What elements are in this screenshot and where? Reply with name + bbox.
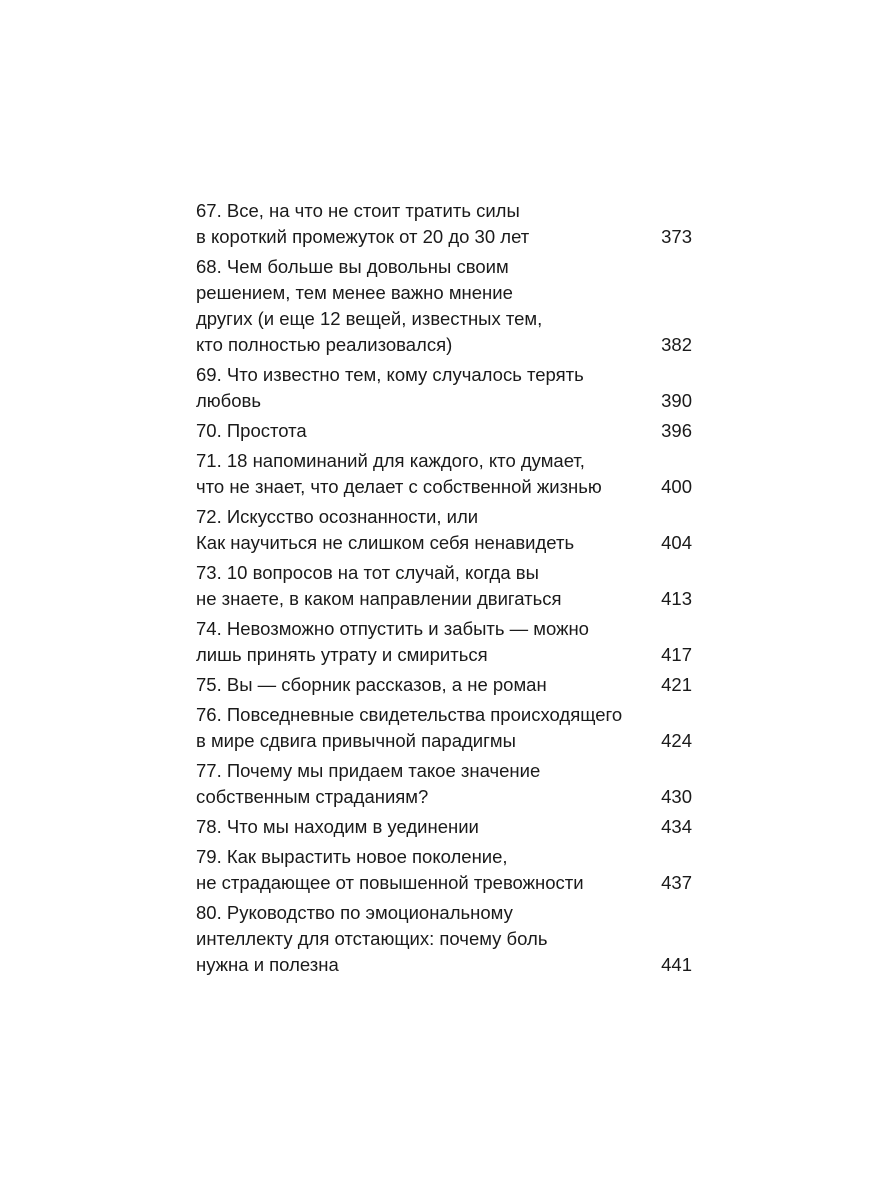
toc-entry-title-line: 73. 10 вопросов на тот случай, когда вы bbox=[196, 562, 539, 583]
toc-entry-title-line: 68. Чем больше вы довольны своим bbox=[196, 256, 509, 277]
toc-entry bbox=[196, 814, 692, 840]
toc-page-number: 417 bbox=[661, 644, 692, 665]
toc-page-number: 400 bbox=[661, 476, 692, 497]
toc-page-number: 404 bbox=[661, 532, 692, 553]
toc-entry-title-line: 70. Простота bbox=[196, 420, 307, 441]
toc-page-number: 390 bbox=[661, 390, 692, 411]
toc-entry bbox=[196, 254, 692, 358]
table-of-contents bbox=[196, 198, 692, 982]
toc-entry-title-line: 67. Все, на что не стоит тратить силы bbox=[196, 200, 520, 221]
toc-page-number: 413 bbox=[661, 588, 692, 609]
toc-entry-title-line: 77. Почему мы придаем такое значение bbox=[196, 760, 541, 781]
toc-entry-title-line: лишь принять утрату и смириться bbox=[196, 644, 488, 665]
toc-entry bbox=[196, 758, 692, 810]
toc-page-number: 437 bbox=[661, 872, 692, 893]
toc-entry bbox=[196, 418, 692, 444]
toc-entry-title-line: 76. Повседневные свидетельства происходящего bbox=[196, 704, 623, 725]
toc-page-number: 441 bbox=[661, 954, 692, 975]
toc-entry-title-line: 80. Руководство по эмоциональному bbox=[196, 902, 513, 923]
toc-page-number: 396 bbox=[661, 420, 692, 441]
toc-entry-title-line: не знаете, в каком направлении двигаться bbox=[196, 588, 562, 609]
toc-entry-title-line: в короткий промежуток от 20 до 30 лет bbox=[196, 226, 530, 247]
toc-entry-title-line: других (и еще 12 вещей, известных тем, bbox=[196, 308, 543, 329]
toc-entry-title-line: 69. Что известно тем, кому случалось терять bbox=[196, 364, 584, 385]
toc-entry-title-line: 71. 18 напоминаний для каждого, кто думает, bbox=[196, 450, 585, 471]
toc-entry-title-line: 72. Искусство осознанности, или bbox=[196, 506, 479, 527]
toc-entry bbox=[196, 448, 692, 500]
toc-entry bbox=[196, 198, 692, 250]
toc-page-number: 424 bbox=[661, 730, 692, 751]
toc-entry bbox=[196, 560, 692, 612]
toc-entry bbox=[196, 900, 692, 978]
toc-page-number: 373 bbox=[661, 226, 692, 247]
toc-entry-title-line: кто полностью реализовался) bbox=[196, 334, 453, 355]
toc-entry bbox=[196, 844, 692, 896]
toc-page-number: 430 bbox=[661, 786, 692, 807]
toc-entry-title-line: Как научиться не слишком себя ненавидеть bbox=[196, 532, 575, 553]
toc-entry-title-line: интеллекту для отстающих: почему боль bbox=[196, 928, 548, 949]
toc-entry-title-line: что не знает, что делает с собственной жизнью bbox=[196, 476, 602, 497]
toc-entry-title-line: собственным страданиям? bbox=[196, 786, 429, 807]
toc-entry-title-line: решением, тем менее важно мнение bbox=[196, 282, 513, 303]
toc-entry bbox=[196, 362, 692, 414]
toc-entry bbox=[196, 672, 692, 698]
toc-entry bbox=[196, 504, 692, 556]
toc-entry bbox=[196, 616, 692, 668]
toc-page-number: 382 bbox=[661, 334, 692, 355]
toc-entry bbox=[196, 702, 692, 754]
toc-entry-title-line: нужна и полезна bbox=[196, 954, 339, 975]
toc-entry-title-line: 75. Вы — сборник рассказов, а не роман bbox=[196, 674, 547, 695]
toc-entry-title-line: 79. Как вырастить новое поколение, bbox=[196, 846, 508, 867]
toc-entry-title-line: любовь bbox=[196, 390, 262, 411]
toc-entry-title-line: 78. Что мы находим в уединении bbox=[196, 816, 479, 837]
toc-entry-title-line: не страдающее от повышенной тревожности bbox=[196, 872, 584, 893]
toc-page-number: 421 bbox=[661, 674, 692, 695]
toc-entry-title-line: 74. Невозможно отпустить и забыть — можно bbox=[196, 618, 589, 639]
toc-entry-title-line: в мире сдвига привычной парадигмы bbox=[196, 730, 516, 751]
toc-page-number: 434 bbox=[661, 816, 692, 837]
